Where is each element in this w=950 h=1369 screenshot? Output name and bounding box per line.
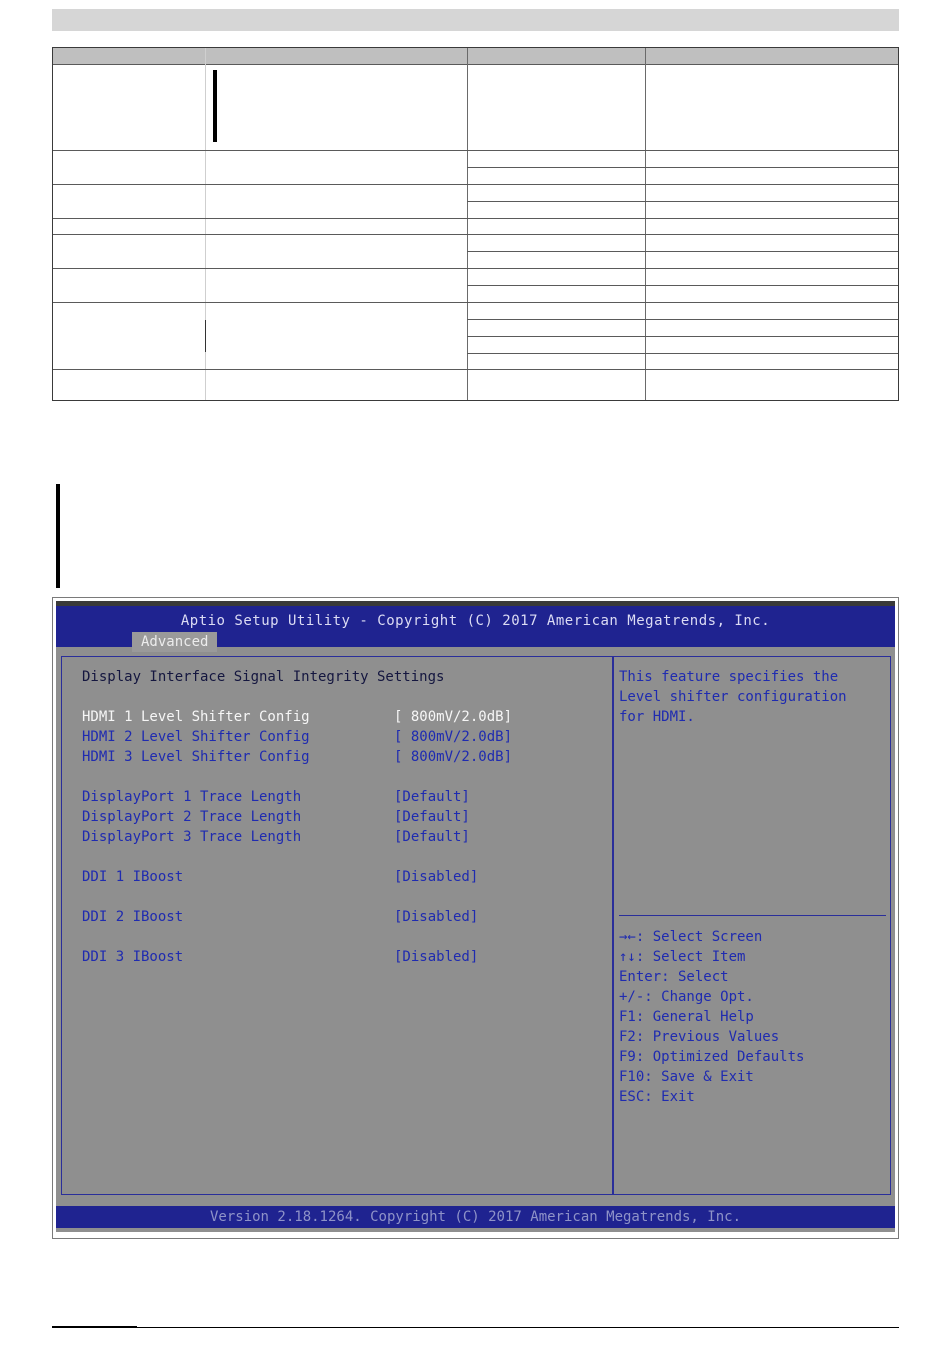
bios-setup-screen — [56, 601, 895, 1232]
margin-marker-bar — [56, 484, 60, 588]
bios-title: Aptio Setup Utility - Copyright (C) 2017 American Megatrends, Inc. — [180, 613, 771, 629]
help-text-line: Level shifter configuration — [619, 689, 847, 705]
dp1-trace-length-value[interactable]: [Default] — [394, 789, 470, 805]
dp2-trace-length-value[interactable]: [Default] — [394, 809, 470, 825]
dp1-trace-length-label[interactable]: DisplayPort 1 Trace Length — [82, 789, 302, 805]
footer-rule — [52, 1327, 899, 1328]
key-help-f10: F10: Save & Exit — [619, 1069, 754, 1085]
hdmi1-level-shifter-value[interactable]: [ 800mV/2.0dB] — [394, 709, 513, 725]
page-header-bar — [52, 9, 899, 31]
dp2-trace-length-label[interactable]: DisplayPort 2 Trace Length — [82, 809, 302, 825]
section-title: Display Interface Signal Integrity Settings — [82, 669, 445, 685]
key-help-f2: F2: Previous Values — [619, 1029, 780, 1045]
hdmi3-level-shifter-label[interactable]: HDMI 3 Level Shifter Config — [82, 749, 310, 765]
settings-pane — [61, 656, 613, 1195]
help-pane — [613, 656, 891, 1195]
ddi1-iboost-value[interactable]: [Disabled] — [394, 869, 479, 885]
key-help-f1: F1: General Help — [619, 1009, 754, 1025]
help-text-line: This feature specifies the — [619, 669, 839, 685]
table-header-row — [53, 48, 898, 65]
tab-advanced[interactable]: Advanced — [132, 632, 217, 652]
help-divider — [619, 915, 886, 916]
hdmi1-level-shifter-label[interactable]: HDMI 1 Level Shifter Config — [82, 709, 310, 725]
key-help-change-opt: +/-: Change Opt. — [619, 989, 754, 1005]
hdmi3-level-shifter-value[interactable]: [ 800mV/2.0dB] — [394, 749, 513, 765]
parameter-table — [52, 47, 899, 401]
hdmi2-level-shifter-value[interactable]: [ 800mV/2.0dB] — [394, 729, 513, 745]
key-help-esc: ESC: Exit — [619, 1089, 695, 1105]
bios-header — [56, 601, 895, 650]
ddi3-iboost-value[interactable]: [Disabled] — [394, 949, 479, 965]
ddi1-iboost-label[interactable]: DDI 1 IBoost — [82, 869, 184, 885]
help-text-line: for HDMI. — [619, 709, 695, 725]
ddi2-iboost-label[interactable]: DDI 2 IBoost — [82, 909, 184, 925]
key-help-enter: Enter: Select — [619, 969, 729, 985]
ddi2-iboost-value[interactable]: [Disabled] — [394, 909, 479, 925]
dp3-trace-length-label[interactable]: DisplayPort 3 Trace Length — [82, 829, 302, 845]
ddi3-iboost-label[interactable]: DDI 3 IBoost — [82, 949, 184, 965]
key-help-f9: F9: Optimized Defaults — [619, 1049, 805, 1065]
key-help-select-item: ↑↓: Select Item — [619, 949, 746, 965]
bios-footer: Version 2.18.1264. Copyright (C) 2017 American Megatrends, Inc. — [56, 1206, 895, 1228]
hdmi2-level-shifter-label[interactable]: HDMI 2 Level Shifter Config — [82, 729, 310, 745]
dp3-trace-length-value[interactable]: [Default] — [394, 829, 470, 845]
key-help-select-screen: →←: Select Screen — [619, 929, 763, 945]
